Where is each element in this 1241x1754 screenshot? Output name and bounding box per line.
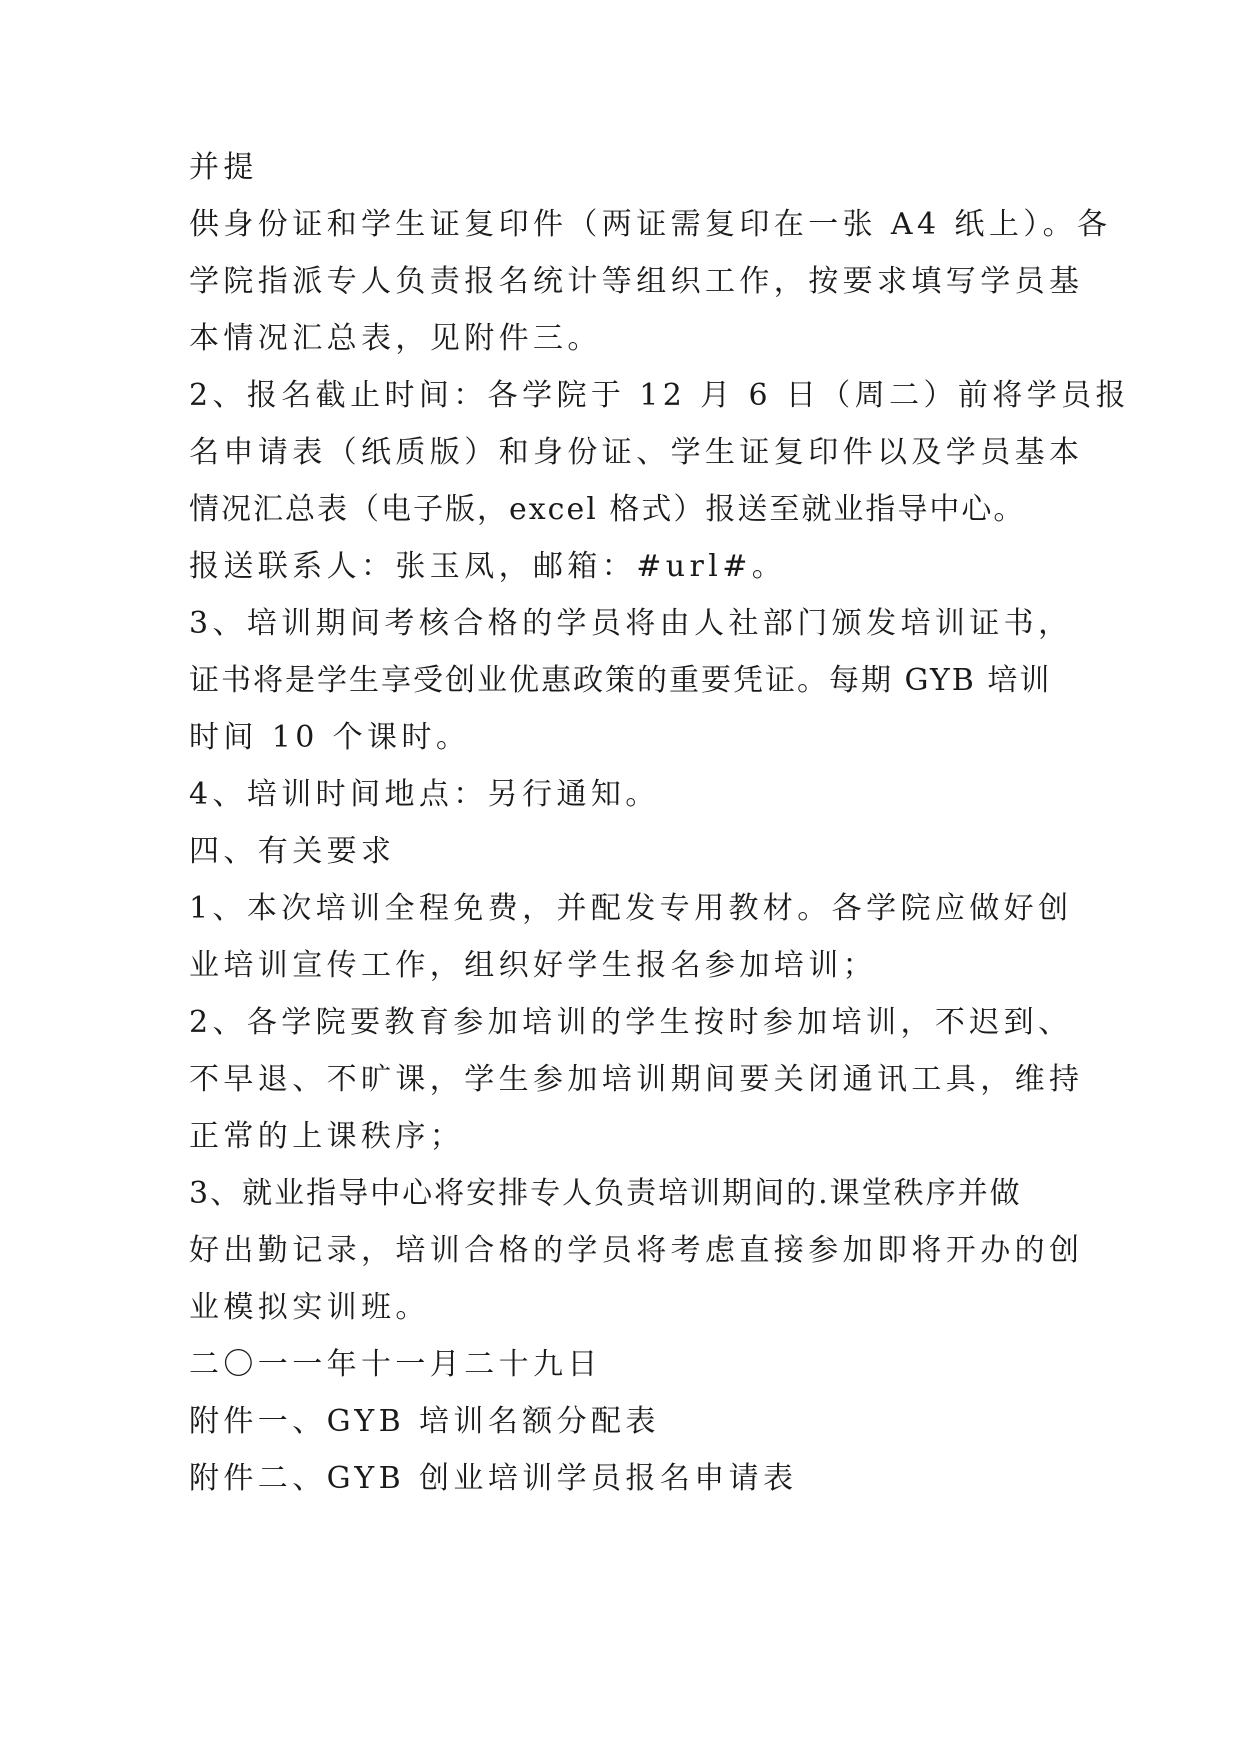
text-line: 业培训宣传工作，组织好学生报名参加培训；: [189, 948, 877, 983]
text-line: 供身份证和学生证复印件（两证需复印在一张 A4 纸上）。各: [189, 207, 1112, 242]
text-line: 证书将是学生享受创业优惠政策的重要凭证。每期 GYB 培训: [189, 663, 1052, 698]
document-date: 二〇一一年十一月二十九日: [189, 1347, 602, 1382]
attachment-line: 附件二、GYB 创业培训学员报名申请表: [189, 1461, 798, 1496]
attachment-line: 附件一、GYB 培训名额分配表: [189, 1404, 660, 1439]
text-line: 1、本次培训全程免费，并配发专用教材。各学院应做好创: [189, 891, 1073, 926]
text-line: 4、培训时间地点：另行通知。: [189, 777, 660, 812]
text-line: 3、就业指导中心将安排专人负责培训期间的.课堂秩序并做: [189, 1176, 1022, 1211]
text-line: 2、各学院要教育参加培训的学生按时参加培训，不迟到、: [189, 1005, 1073, 1040]
text-line: 好出勤记录，培训合格的学员将考虑直接参加即将开办的创: [189, 1233, 1084, 1268]
text-line: 报送联系人：张玉凤，邮箱：#url#。: [189, 549, 787, 584]
text-line: 并提: [189, 150, 258, 185]
section-heading: 四、有关要求: [189, 834, 396, 869]
text-line: 业模拟实训班。: [189, 1290, 430, 1325]
text-line: 正常的上课秩序；: [189, 1119, 465, 1154]
text-line: 时间 10 个课时。: [189, 720, 471, 755]
text-line: 名申请表（纸质版）和身份证、学生证复印件以及学员基本: [189, 435, 1084, 470]
text-line: 2、报名截止时间：各学院于 12 月 6 日（周二）前将学员报: [189, 378, 1130, 413]
text-line: 情况汇总表（电子版，excel 格式）报送至就业指导中心。: [189, 492, 1026, 527]
text-line: 本情况汇总表，见附件三。: [189, 321, 602, 356]
text-line: 3、培训期间考核合格的学员将由人社部门颁发培训证书，: [189, 606, 1073, 641]
text-line: 不早退、不旷课，学生参加培训期间要关闭通讯工具，维持: [189, 1062, 1084, 1097]
text-line: 学院指派专人负责报名统计等组织工作，按要求填写学员基: [189, 264, 1084, 299]
